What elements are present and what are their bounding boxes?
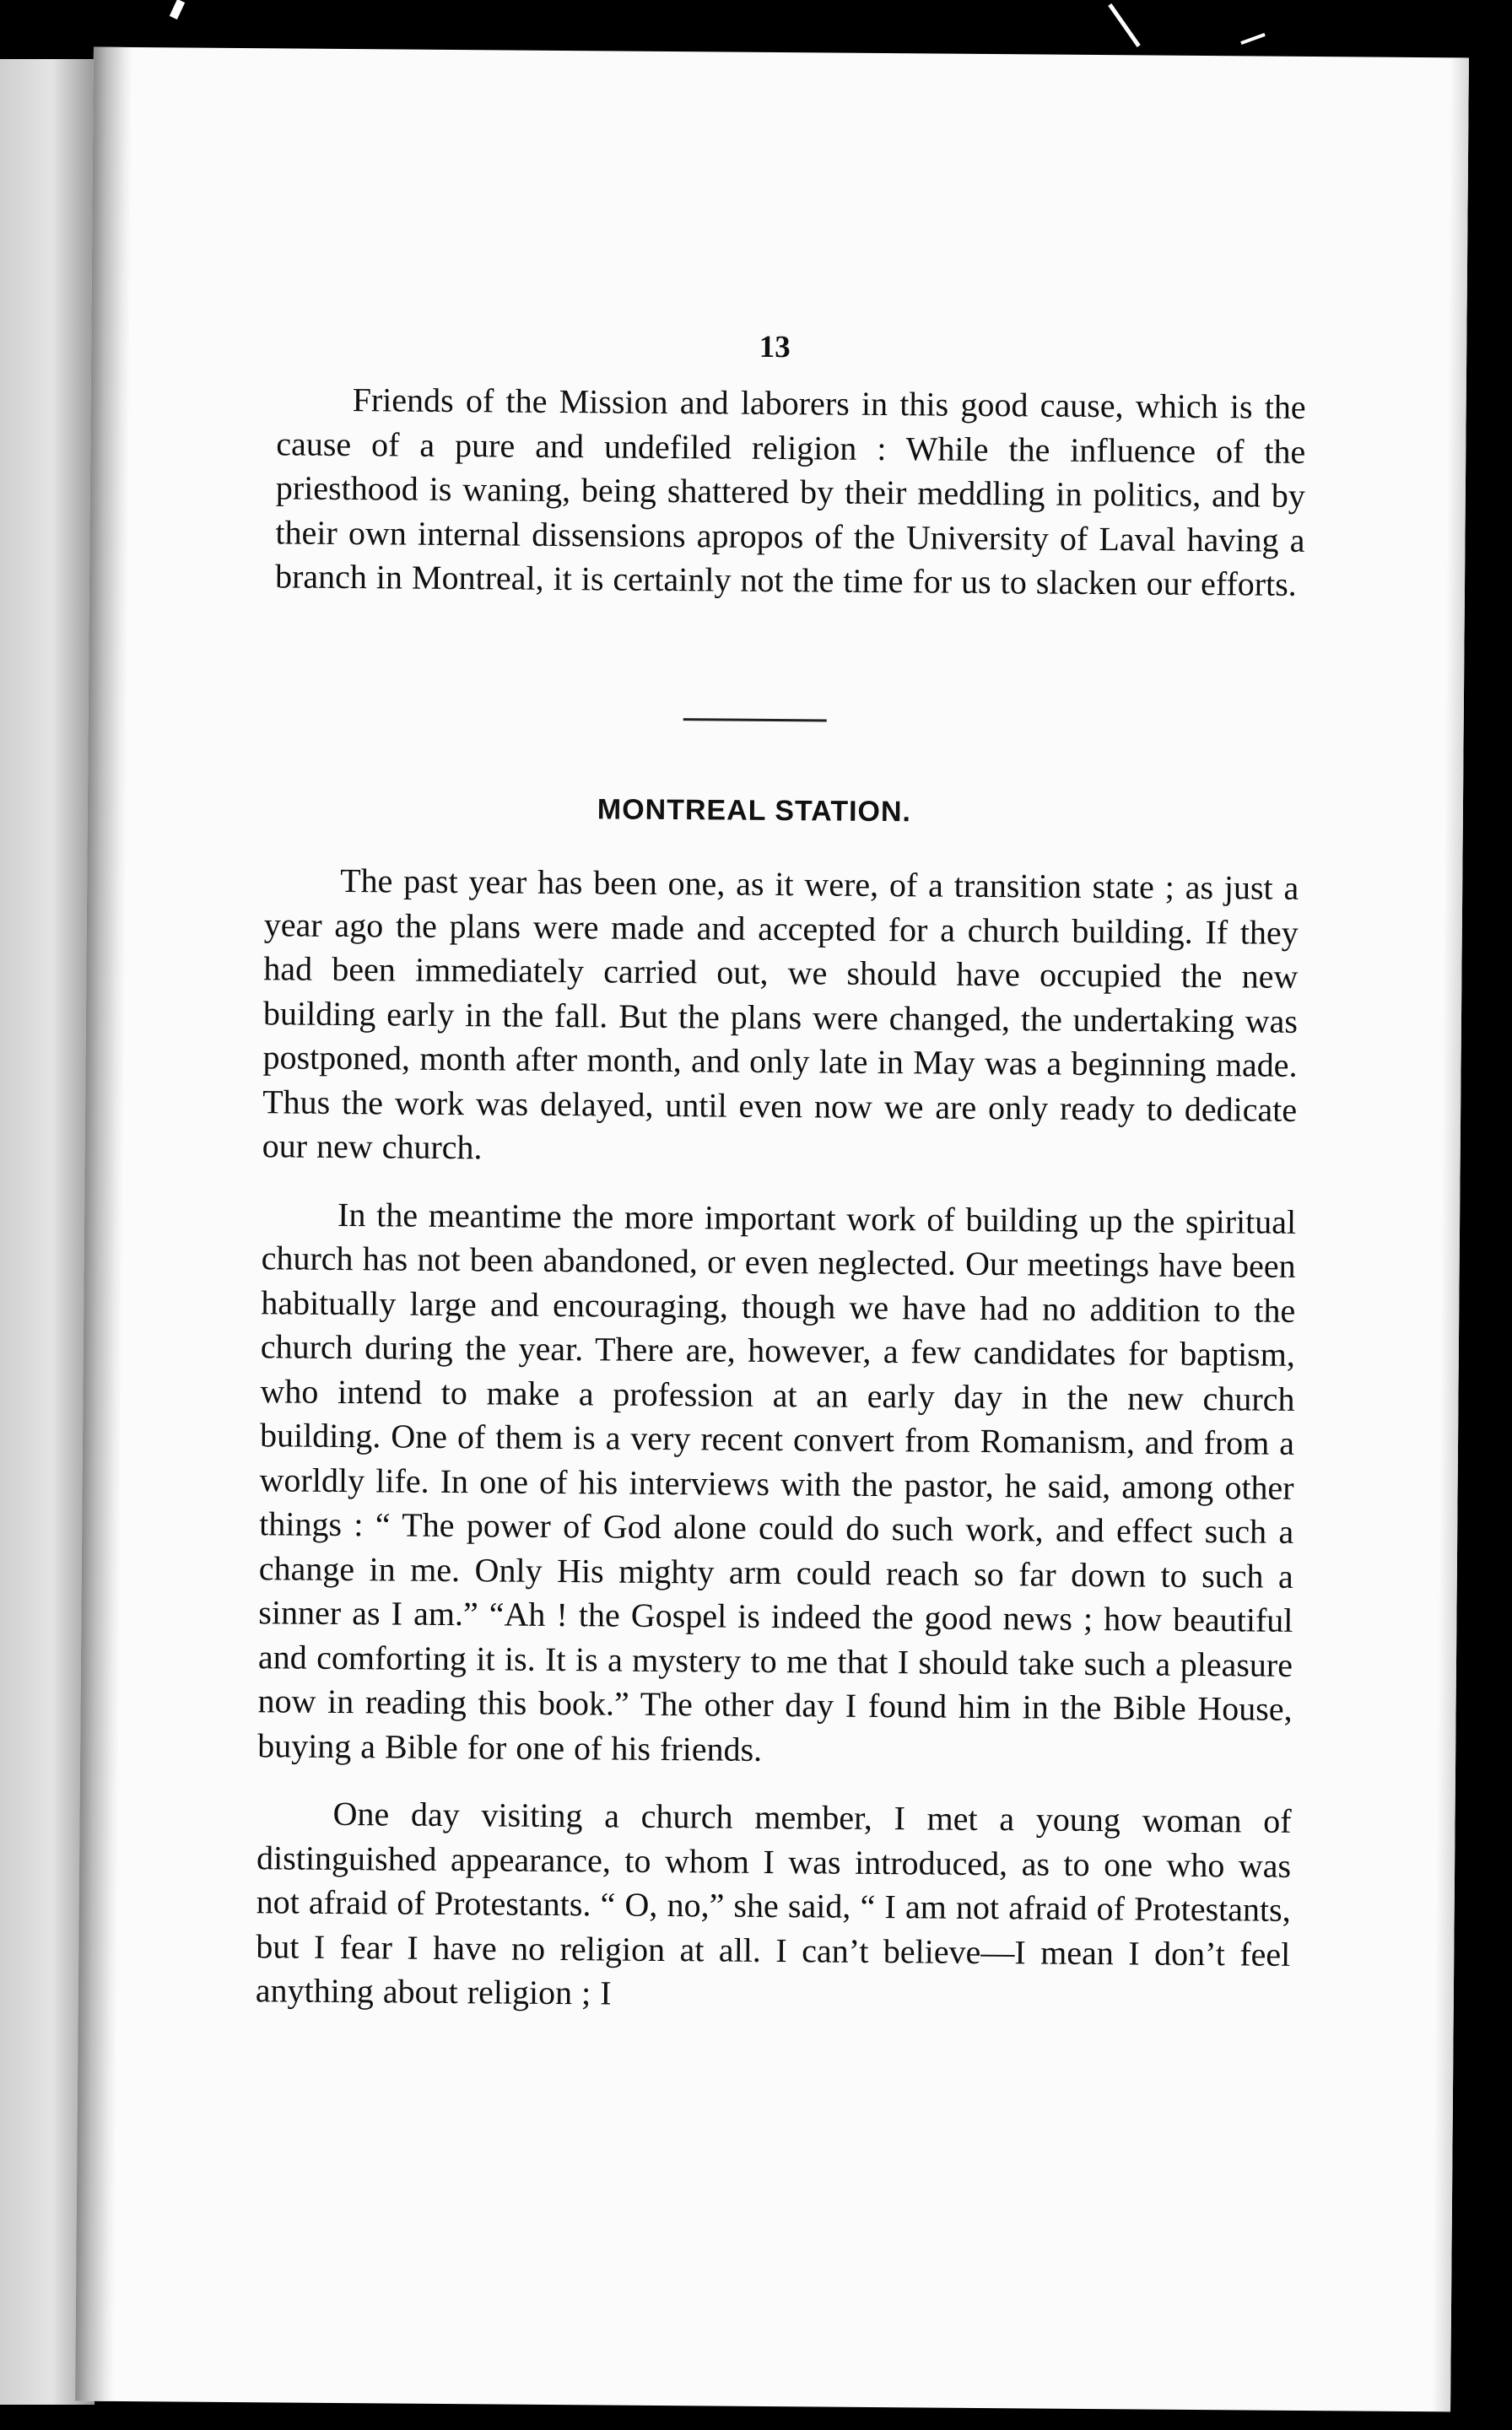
scan-speck: [170, 0, 185, 19]
page-number: 13: [759, 329, 791, 365]
body-paragraph: One day visiting a church member, I met a young woman of distinguished appearance, to whom I was introduced, as to one who was not afraid of Protestants. “ O, no,” she said, “ I am not afraid of Protestants, but I fear I have no religion at all. I can’t believe—I mean I don’t feel anything about religion ; I: [255, 1794, 1292, 2012]
page-right-edge: [1432, 57, 1469, 2411]
intro-paragraph-block: [275, 377, 1306, 607]
section-heading: MONTREAL STATION.: [597, 793, 912, 829]
body-paragraph: In the meantime the more important work of building up the spiritual church has not been abandoned, or even neglected. Our meetings have been habitually large and encouraging, though we have had no addition to the church during the year. There are, however, a few candidates for baptism, who intend to make a profession at an early day in the new church building. One of them is a very recent convert from Romanism, and from a worldly life. In one of his interviews with the pastor, he said, among other things : “ The power of God alone could do such work, and effect such a change in me. Only His mighty arm could reach so far down to such a sinner as I am.” “Ah ! the Gospel is indeed the good news ; how beautiful and comforting it is. It is a mystery to me that I should take such a pleasure now in reading this book.” The other day I found him in the Bible House, buying a Bible for one of his friends.: [257, 1195, 1297, 1768]
scan-speck: [1108, 3, 1141, 47]
intro-paragraph: Friends of the Mission and laborers in this good cause, which is the cause of a pure and undefiled religion : While the influence of the priesthood is waning, being shattered by their meddling in politics, and by their own internal dissensions apropos of the University of Laval having a branch in Montreal, it is certainly not the time for us to slacken our efforts.: [274, 381, 1306, 603]
scan-speck: [1240, 33, 1266, 45]
page-sheet: [75, 47, 1469, 2412]
section-divider-rule: [683, 718, 827, 721]
body-paragraph: The past year has been one, as it were, of a transition state ; as just a year ago the plans were made and accepted for a church building. If they had been immediately carried out, we should have occupied the new building early in the fall. But the plans were changed, the undertaking was postponed, month after month, and only late in May was a beginning made. Thus the work was delayed, until even now we are only ready to dedicate our new church.: [262, 861, 1299, 1167]
body-text: [255, 858, 1299, 2044]
